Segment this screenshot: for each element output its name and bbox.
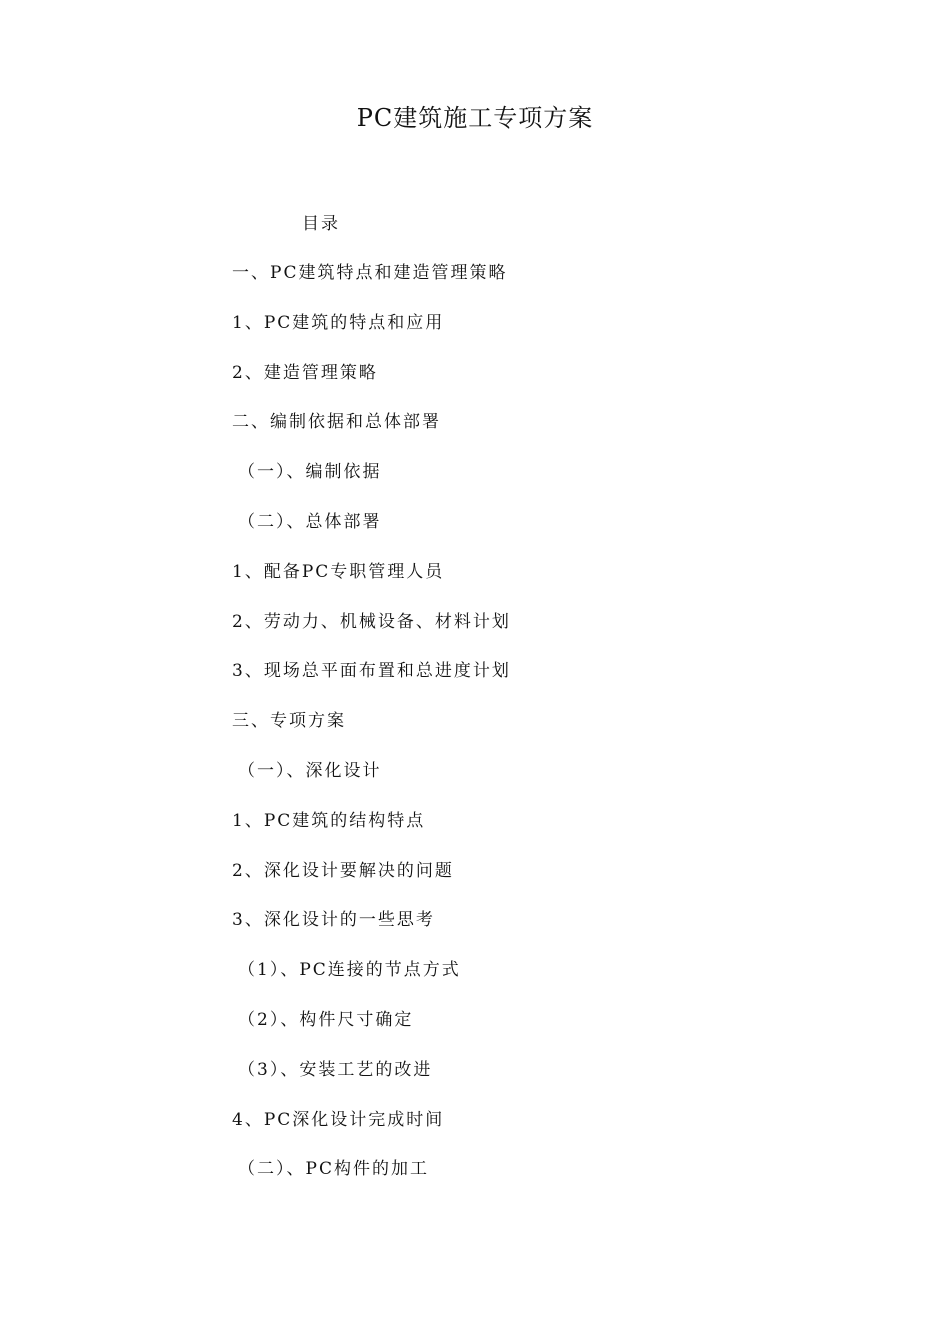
toc-entry: 二、编制依据和总体部署 (232, 412, 441, 433)
toc-entry: 三、专项方案 (232, 711, 346, 732)
document-title: PC建筑施工专项方案 (356, 104, 594, 132)
toc-entry: 2、深化设计要解决的问题 (232, 860, 454, 881)
toc-heading: 目录 (302, 214, 340, 234)
toc-entry: 1、PC建筑的结构特点 (232, 810, 426, 831)
toc-entry: （一）、深化设计 (238, 760, 382, 781)
toc-entry: （一）、编制依据 (238, 462, 382, 483)
toc-entry: 2、建造管理策略 (232, 362, 378, 383)
toc-entry: 3、现场总平面布置和总进度计划 (232, 661, 511, 682)
toc-entry: （二）、PC构件的加工 (238, 1159, 429, 1180)
toc-entry: （3）、安装工艺的改进 (238, 1059, 433, 1080)
toc-entry: 1、配备PC专职管理人员 (232, 561, 445, 582)
toc-entry: （二）、总体部署 (238, 511, 382, 532)
toc-entry: 一、PC建筑特点和建造管理策略 (232, 263, 508, 283)
toc-entry: 1、PC建筑的特点和应用 (232, 312, 445, 333)
toc-entry: （1）、PC连接的节点方式 (238, 960, 461, 981)
table-of-contents (0, 260, 511, 1206)
toc-entry: （2）、构件尺寸确定 (238, 1009, 414, 1030)
toc-entry: 3、深化设计的一些思考 (232, 910, 435, 931)
toc-entry: 4、PC深化设计完成时间 (232, 1109, 445, 1130)
toc-entry: 2、劳动力、机械设备、材料计划 (232, 611, 511, 632)
